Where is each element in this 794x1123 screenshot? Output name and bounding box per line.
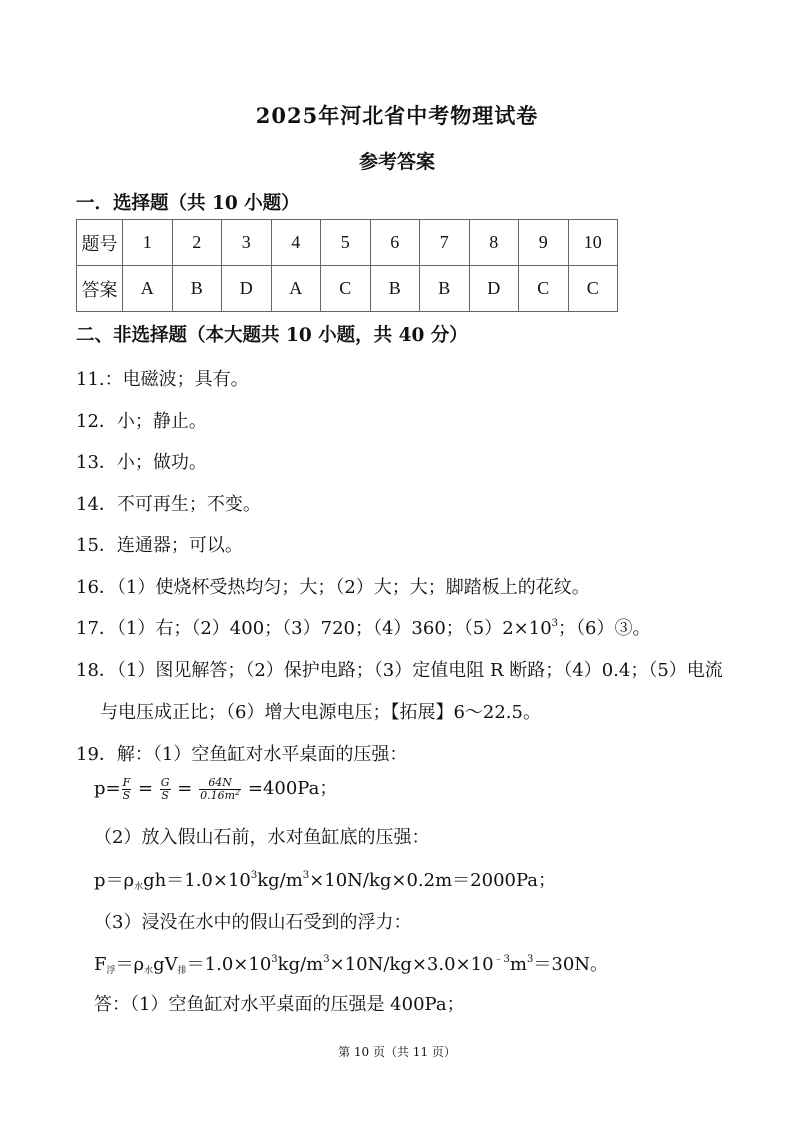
fraction-g-over-s [160,777,171,802]
section-heading-nonchoice: 二、非选择题（本大题共 10 小题，共 40 分） [76,325,468,346]
table-cell: 10 [568,220,618,266]
q19-formula-water-pressure [94,866,556,892]
table-cell: 7 [420,220,470,266]
answer-q15: 15．连通器；可以。 [76,535,243,556]
formula-text: p= [94,778,121,799]
formula-text: ＝1.0×10 [186,954,272,975]
exponent: 3 [527,954,534,965]
table-cell: 2 [172,220,222,266]
answer-q14: 14．不可再生；不变。 [76,494,261,515]
formula-text: ＝ρ [115,954,145,975]
table-cell: 4 [271,220,321,266]
answer-q19-part3: （3）浸没在水中的假山石受到的浮力： [94,912,412,933]
answer-table [76,219,618,312]
table-cell: 6 [370,220,420,266]
q17-text: 17．（1）右；（2）400；（3）720；（4）360；（5）2×10 [76,618,552,639]
formula-text: ＝30N。 [533,954,609,975]
q17-text-end: ；（6）③。 [558,618,651,639]
table-cell: B [420,266,470,312]
page-subtitle: 参考答案 [358,151,435,173]
table-cell: B [370,266,420,312]
exponent: ﹣3 [493,954,510,965]
table-cell: C [519,266,569,312]
subscript: 水 [144,966,154,976]
table-cell: D [222,266,272,312]
answer-q19-conclusion: 答：（1）空鱼缸对水平桌面的压强是 400Pa； [94,994,465,1015]
formula-text: ×10N/kg×0.2m＝2000Pa； [309,870,557,891]
table-row-numbers [77,220,618,266]
formula-text: F [94,954,107,975]
table-cell: 9 [519,220,569,266]
fraction-denominator [199,787,241,802]
formula-text: m [509,954,527,975]
table-cell: 1 [123,220,173,266]
fraction-numerator: G [160,775,170,789]
table-row-answers [77,266,618,312]
subscript: 浮 [106,966,116,976]
q19-formula-pressure [94,774,337,802]
table-cell: A [271,266,321,312]
formula-text: kg/m [257,870,303,891]
answer-q16: 16．（1）使烧杯受热均匀；大；（2）大；大；脚踏板上的花纹。 [76,577,590,598]
denominator-base: 0.16m [200,788,236,802]
section-heading-choice: 一．选择题（共 10 小题） [76,193,300,214]
page-footer: 第 10 页（共 11 页） [338,1045,456,1059]
q19-formula-buoyancy [94,950,608,976]
table-cell: A [123,266,173,312]
fraction-numerator: F [122,775,131,789]
exponent: 3 [302,870,310,881]
page-title: 2025年河北省中考物理试卷 [255,103,539,128]
table-row-label: 题号 [77,220,123,266]
exponent: 3 [271,954,278,965]
answer-q12: 12．小；静止。 [76,411,207,432]
formula-text: ×10N/kg×3.0×10 [329,954,494,975]
table-cell: C [568,266,618,312]
fraction-denominator: S [161,788,169,802]
exponent: 3 [250,870,258,881]
formula-text: = [132,778,159,799]
answer-q19-part2: （2）放入假山石前，水对鱼缸底的压强： [94,827,430,848]
q17-exponent: 3 [551,618,559,629]
formula-text: p＝ρ [94,870,135,891]
formula-text: kg/m [277,954,324,975]
fraction-numerator: 64N [199,777,241,790]
table-cell: 3 [222,220,272,266]
subscript: 水 [134,882,144,892]
answer-q17 [76,614,651,640]
table-cell: C [321,266,371,312]
table-cell: D [469,266,519,312]
exponent: 3 [323,954,330,965]
formula-result: =400Pa； [242,778,338,799]
formula-text: gV [153,954,178,975]
table-cell: B [172,266,222,312]
fraction-f-over-s [122,777,132,802]
formula-text: gh＝1.0×10 [143,870,251,891]
answer-q18-line1: 18．（1）图见解答；（2）保护电路；（3）定值电阻 R 断路；（4）0.4；（5）电流 [76,660,723,681]
denominator-exponent: 2 [235,787,241,797]
subscript: 排 [177,966,187,976]
table-cell: 5 [321,220,371,266]
answer-q13: 13．小；做功。 [76,452,207,473]
answer-q18-line2: 与电压成正比；（6）增大电源电压；【拓展】6～22.5。 [100,702,541,723]
table-row-label: 答案 [77,266,123,312]
fraction-value [199,777,241,802]
answer-q19-intro: 19．解：（1）空鱼缸对水平桌面的压强： [76,744,408,765]
fraction-denominator: S [122,788,131,802]
table-cell: 8 [469,220,519,266]
formula-text: = [171,778,199,799]
answer-q11: 11.：电磁波；具有。 [76,369,249,390]
